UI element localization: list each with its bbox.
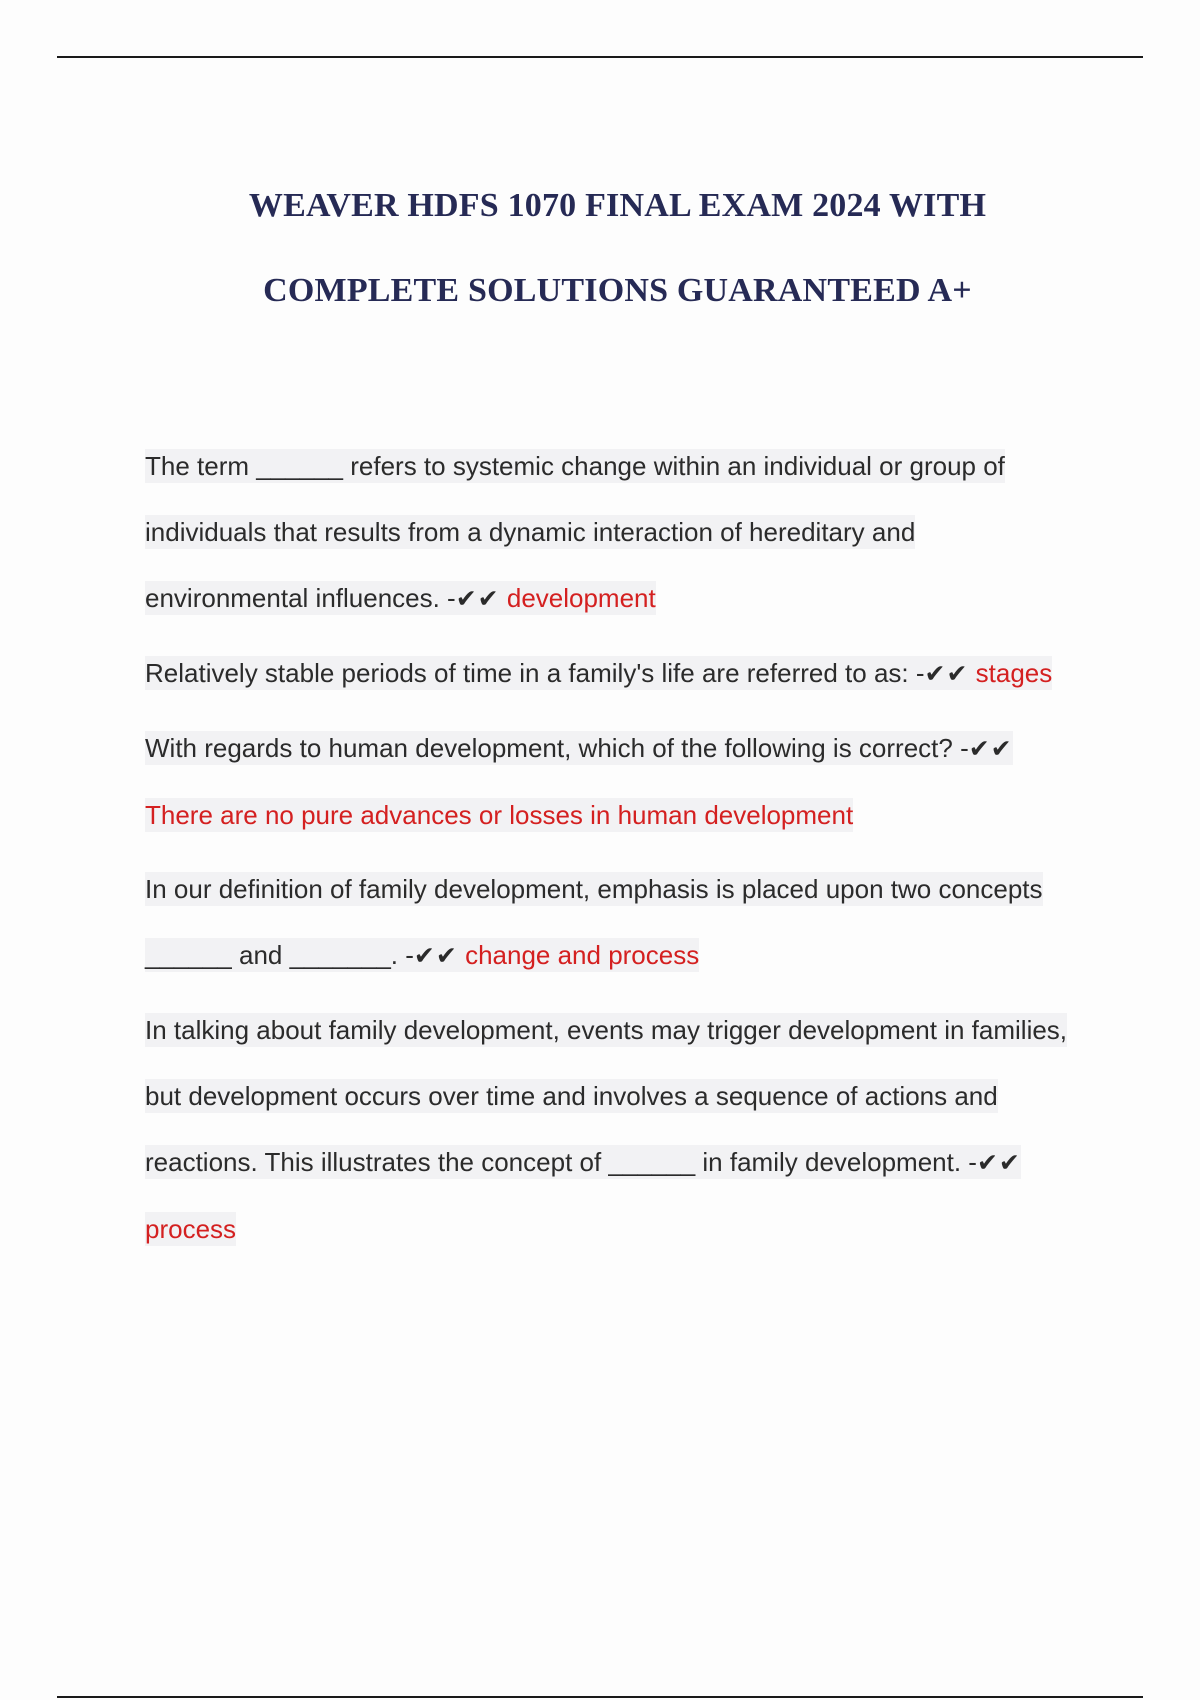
checkmark-icon: ✔✔ — [976, 1148, 1021, 1177]
question-text: In our definition of family development, emphasis is placed upon two concepts ______ and _______. - — [145, 874, 1043, 970]
qa-item-content — [145, 656, 1052, 690]
question-text: In talking about family development, events may trigger development in families, but development occurs over time and involves a sequence of actions and reactions. This illustrates the concept of ______ in family development. - — [145, 1015, 1068, 1177]
top-divider — [57, 56, 1143, 58]
qa-item — [145, 856, 1085, 989]
answer-text: There are no pure advances or losses in human development — [145, 800, 854, 830]
title-line-1: WEAVER HDFS 1070 FINAL EXAM 2024 WITH — [248, 186, 987, 224]
answer-text: stages — [975, 658, 1053, 688]
answer-text: process — [145, 1214, 237, 1244]
checkmark-icon: ✔✔ — [968, 734, 1013, 763]
checkmark-icon: ✔✔ — [413, 941, 458, 970]
qa-item-content — [145, 731, 1013, 832]
checkmark-icon: ✔✔ — [924, 659, 969, 688]
question-text: With regards to human development, which of the following is correct? - — [145, 733, 969, 763]
checkmark-icon: ✔✔ — [455, 584, 500, 613]
document-title — [0, 163, 1200, 333]
answer-text: change and process — [465, 940, 700, 970]
qa-item-content — [145, 449, 1005, 615]
bottom-divider — [57, 1696, 1143, 1698]
qa-item-content — [145, 1013, 1067, 1246]
question-text: The term ______ refers to systemic change within an individual or group of individuals that results from a dynamic interaction of hereditary and environmental influences. - — [145, 451, 1005, 613]
question-text: Relatively stable periods of time in a family's life are referred to as: - — [145, 658, 925, 688]
answer-text: development — [506, 583, 656, 613]
qa-list — [145, 433, 1085, 1262]
qa-item — [145, 715, 1085, 848]
qa-item — [145, 640, 1085, 707]
title-line-2: COMPLETE SOLUTIONS GUARANTEED A+ — [263, 271, 972, 309]
qa-item — [145, 433, 1085, 632]
qa-item-content — [145, 872, 1043, 972]
qa-item — [145, 997, 1085, 1262]
